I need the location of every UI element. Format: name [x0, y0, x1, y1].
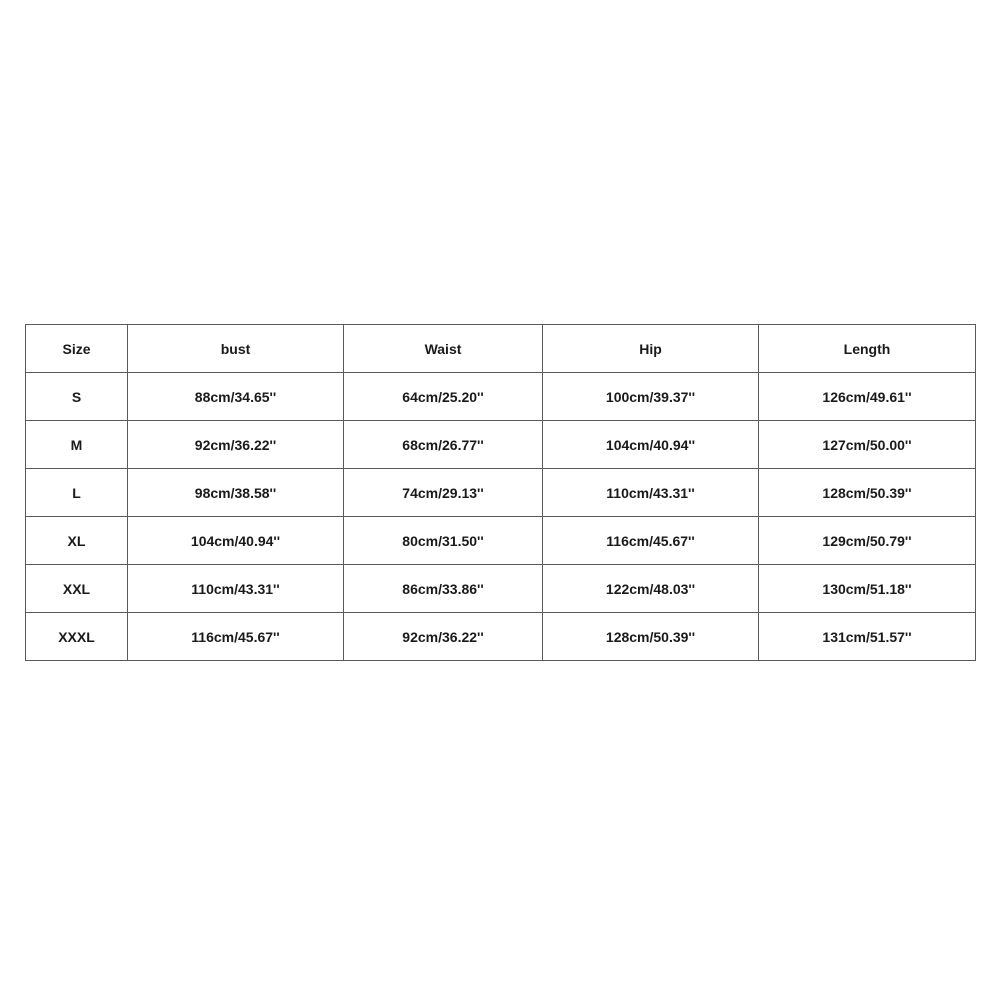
cell-waist: 92cm/36.22'' — [344, 613, 543, 661]
cell-bust: 98cm/38.58'' — [128, 469, 344, 517]
cell-hip: 100cm/39.37'' — [543, 373, 759, 421]
cell-length: 129cm/50.79'' — [759, 517, 976, 565]
cell-bust: 88cm/34.65'' — [128, 373, 344, 421]
cell-size: S — [26, 373, 128, 421]
cell-hip: 122cm/48.03'' — [543, 565, 759, 613]
table-row — [26, 517, 976, 565]
header-waist: Waist — [344, 325, 543, 373]
cell-length: 126cm/49.61'' — [759, 373, 976, 421]
size-chart-table — [25, 324, 976, 661]
cell-length: 127cm/50.00'' — [759, 421, 976, 469]
table-row — [26, 613, 976, 661]
table-header-row — [26, 325, 976, 373]
cell-size: M — [26, 421, 128, 469]
cell-bust: 104cm/40.94'' — [128, 517, 344, 565]
cell-size: XL — [26, 517, 128, 565]
header-bust: bust — [128, 325, 344, 373]
cell-bust: 92cm/36.22'' — [128, 421, 344, 469]
cell-hip: 116cm/45.67'' — [543, 517, 759, 565]
header-length: Length — [759, 325, 976, 373]
cell-length: 128cm/50.39'' — [759, 469, 976, 517]
header-size: Size — [26, 325, 128, 373]
cell-length: 130cm/51.18'' — [759, 565, 976, 613]
cell-waist: 64cm/25.20'' — [344, 373, 543, 421]
table-row — [26, 421, 976, 469]
cell-waist: 74cm/29.13'' — [344, 469, 543, 517]
cell-size: XXL — [26, 565, 128, 613]
cell-size: L — [26, 469, 128, 517]
table-row — [26, 565, 976, 613]
cell-bust: 110cm/43.31'' — [128, 565, 344, 613]
cell-waist: 68cm/26.77'' — [344, 421, 543, 469]
cell-hip: 104cm/40.94'' — [543, 421, 759, 469]
cell-bust: 116cm/45.67'' — [128, 613, 344, 661]
cell-waist: 86cm/33.86'' — [344, 565, 543, 613]
header-hip: Hip — [543, 325, 759, 373]
table-row — [26, 373, 976, 421]
cell-length: 131cm/51.57'' — [759, 613, 976, 661]
cell-hip: 110cm/43.31'' — [543, 469, 759, 517]
cell-waist: 80cm/31.50'' — [344, 517, 543, 565]
cell-hip: 128cm/50.39'' — [543, 613, 759, 661]
cell-size: XXXL — [26, 613, 128, 661]
table-row — [26, 469, 976, 517]
